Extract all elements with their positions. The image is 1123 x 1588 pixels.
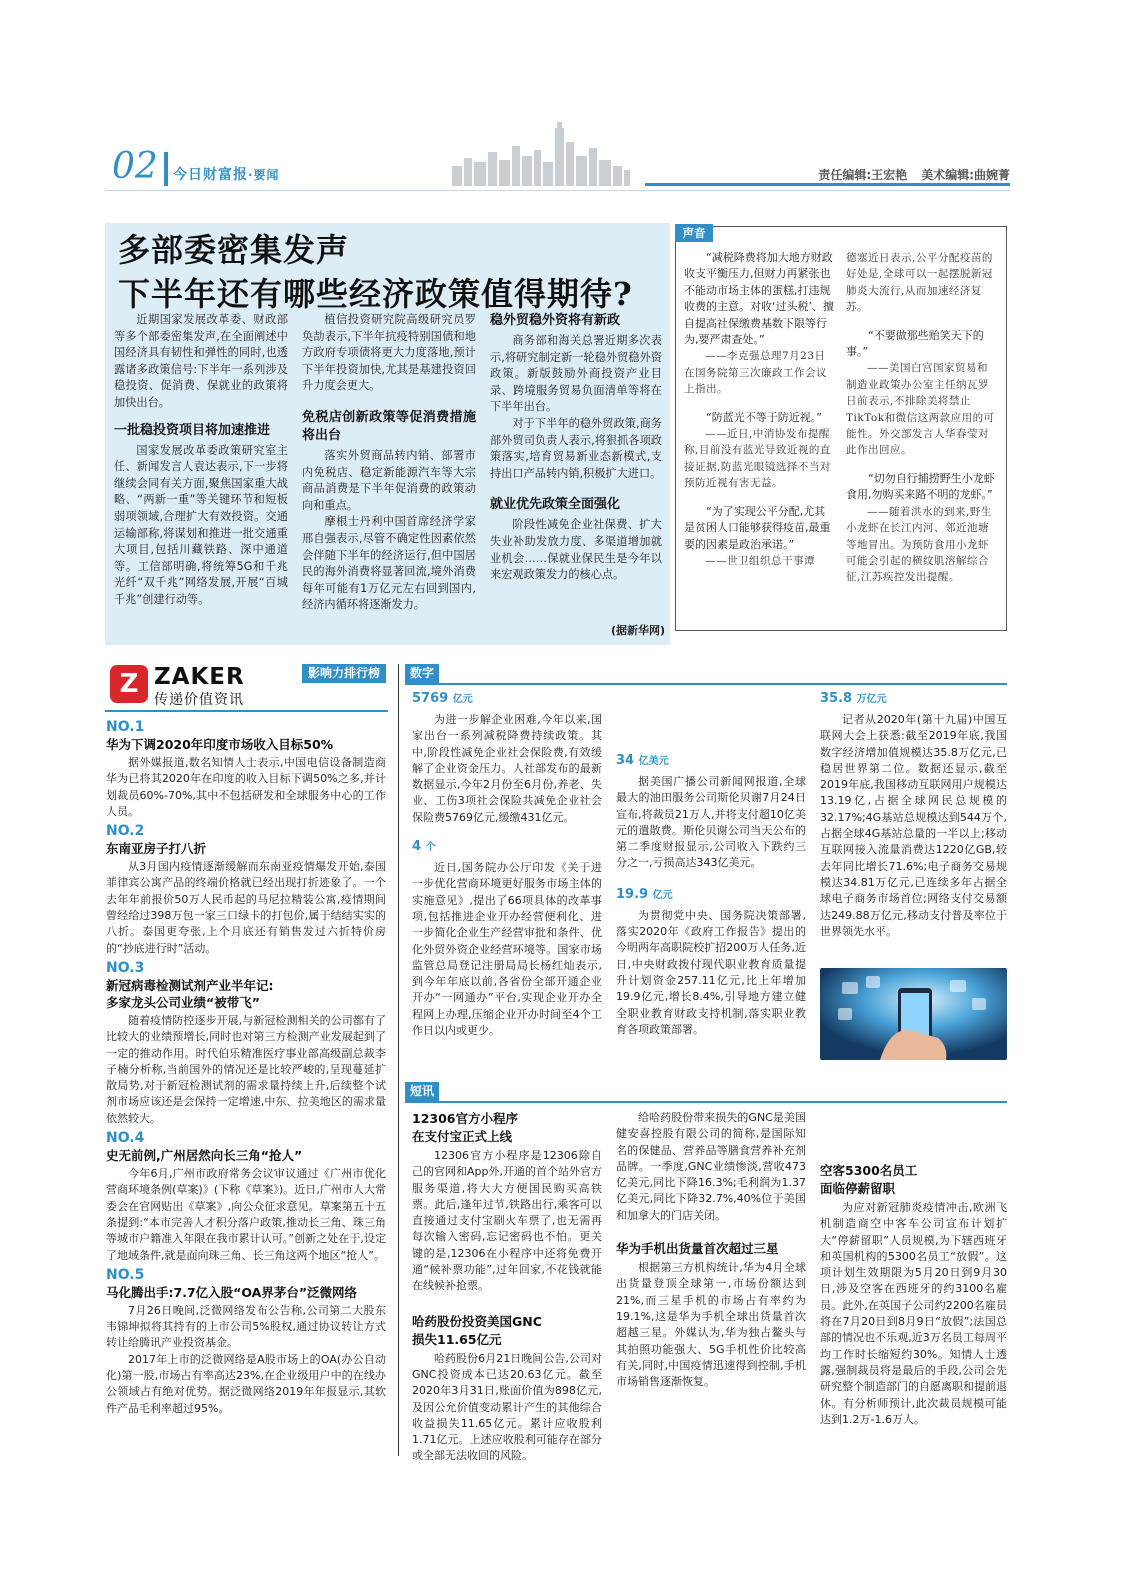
column-divider — [398, 664, 399, 1456]
feature-column-2: 植信投资研究院高级研究员罗奂劼表示,下半年抗疫特别国债和地方政府专项债将更大力度落地,预计下半年投资加快,尤其是基建投资回升力度会更大。 免税店创新政策等促消费措施将出台 落实外贸商品转内销、部署市内免税店、稳定新能源汽车等大宗商品消费是下半年促消费的政策动向和重点。 摩根士丹利中国首席经济学家邢自强表示,尽管不确定性因素依然会伴随下半年的经济运行,但中国居民的海外消费将显著回流,境外消费每年可能有1万亿元左右回到国内,经济内循环将逐渐发力。 — [302, 313, 476, 612]
numbers-column-1: 5769 亿元 为进一步解企业困难,今年以来,国家出台一系列减税降费持续政策。其中,阶段性减免企业社会保险费,有效缓解了企业资金压力。人社部发布的最新数据显示,今年2月份至6月份,养老、失业、工伤3项社会保险共减免企业社会保险费5769亿元,缓缴431亿元。 4 个 近日,国务院办公厅印发《关于进一步优化营商环境更好服务市场主体的实施意见》,提出了66项具体的改革事项,包括推进企业开办经营便利化、进一步简化企业生产经营审批和条件、优化外贸外资企业经营环境等。国家市场监管总局登记注册局局长杨红灿表示,到今年年底以前,各省份全部开通企业开办“一网通办”平台,实现企业开办全程网上办理,压缩企业开办时间至4个工作日以内或更少。 — [412, 691, 602, 1038]
subheading: 免税店创新政策等促消费措施将出台 — [302, 409, 476, 443]
page-number-divider — [164, 152, 168, 186]
ranking-item: NO.3 新冠病毒检测试剂产业半年记: 多家龙头公司业绩“被带飞” 随着疫情防控逐步开展,与新冠检测相关的公司都有了比较大的业绩预增长,同时也对第三方检测产业发展起到了一定的推动作用。时代伯乐精准医疗事业部高级副总裁李子楠分析称,当前国外的情况还是比较严峻的,呈现蔓延扩散局势,对于新冠检测试剂的需求量持续上升,后续整个试剂市场应该还是会保持一定增速,中东、拉美地区的需求量依然较大。 — [106, 959, 386, 1125]
feature-source: (据新华网) — [610, 624, 665, 637]
smartphone-photo — [820, 968, 1007, 1060]
editor-credits: 责任编辑:王宏艳 美术编辑:曲婉菁 — [818, 168, 1010, 182]
zaker-slogan: 传递价值资讯 — [154, 692, 244, 708]
numbers-column-3: 35.8 万亿元 记者从2020年(第十九届)中国互联网大会上获悉:截至2019年底,我国数字经济增加值规模达35.8万亿元,已稳居世界第二位。数据还显示,截至2019年底,我国移动互联网用户规模达13.19亿,占据全球网民总规模的32.17%;4G基站总规模达到544万个,占据全球4G基站总量的一半以上;移动互联网接入流量消费达1220亿GB,较去年同比增长71.6%;电子商务交易规模达34.81万亿元,已连续多年占据全球电子商务市场首位;网络支付交易额达249.88万亿元,移动支付普及率位于世界领先水平。 — [820, 691, 1007, 938]
briefs-rule — [405, 1101, 1007, 1103]
feature-column-3: 稳外贸稳外资将有新政 商务部和海关总署近期多次表示,将研究制定新一轮稳外贸稳外资政策。新版鼓励外商投资产业目录、跨境服务贸易负面清单等将在下半年出台。 对于下半年的稳外贸政策,商务部外贸司负责人表示,将狠抓各项政策落实,培育贸易新业态新模式,支持出口产品转内销,积极扩大进口。 就业优先政策全面强化 阶段性减免企业社保费、扩大失业补助发放力度、多渠道增加就业机会……保就业保民生是今年以来宏观政策发力的核心点。 — [490, 313, 662, 582]
feature-headline: 多部委密集发声 下半年还有哪些经济政策值得期待? — [118, 231, 633, 313]
ranking-item: NO.4 史无前例,广州居然向长三角“抢人” 今年6月,广州市政府常务会议审议通过《广州市优化营商环境条例(草案)》(下称《草案》)。近日,广州市人大常委会在官网贴出《草案》,向公众征求意见。草案第五十五条提到:“本市完善人才积分落户政策,推动长三角、珠三角等城市户籍准入年限在我市累计认可。”创新之处在于,设定了地域条件,就是面向珠三角、长三角这两个地区“抢人”。 — [106, 1130, 386, 1262]
ranking-list — [106, 716, 386, 1417]
subheading: 就业优先政策全面强化 — [490, 497, 621, 513]
page-number: 02 — [112, 146, 158, 187]
city-skyline-illustration — [450, 122, 630, 186]
ranking-tag: 影响力排行榜 — [302, 664, 386, 683]
voice-column-right: 德塞近日表示,公平分配疫苗的好处是,全球可以一起摆脱新冠肺炎大流行,从而加速经济复苏。 “不要做那些贻笑天下的事。” ——美国白宫国家贸易和制造业政策办公室主任纳瓦罗日前表示,不排除美将禁止TikTok和微信这两款应用的可能性。外交部发言人华春莹对此作出回应。 “切勿自行捕捞野生小龙虾食用,勿购买来路不明的龙虾。” ——随着洪水的到来,野生小龙虾在长江内河、邻近池塘等地冒出。为预防食用小龙虾可能会引起的横纹肌溶解综合征,江苏疾控发出提醒。 — [846, 252, 995, 584]
numbers-rule — [405, 683, 1007, 685]
subheading: 稳外贸稳外资将有新政 — [490, 313, 621, 328]
header-accent-rule — [645, 183, 1010, 186]
number-figure: 4 个 — [412, 839, 436, 855]
number-figure: 19.9 亿元 — [616, 886, 673, 902]
feature-column-1: 近期国家发展改革委、财政部等多个部委密集发声,在全面阐述中国经济具有韧性和弹性的同时,也透露诸多政策信号:下半年一系列涉及稳投资、促消费、保就业的政策将加快出台。 一批稳投资项目将加速推进 国家发展改革委政策研究室主任、新闻发言人袁达表示,下一步将继续会同有关方面,聚焦国家重大战略、“两新一重”等关键环节和短板弱项领域,合理扩大有效投资。交通运输部称,将谋划和推进一批交通重大项目,包括川藏铁路、深中通道等。工信部明确,将统筹5G和千兆光纤“双千兆”网络发展,开展“百城千兆”创建行动等。 — [114, 313, 288, 606]
numbers-column-2: 34 亿美元 据美国广播公司新闻网报道,全球最大的油田服务公司斯伦贝谢7月24日宣布,将裁员21万人,并将支付超10亿美元的遣散费。斯伦贝谢公司当天公布的第二季度财报显示,公司收入下跌约三分之一,亏损高达343亿美元。 19.9 亿元 为贯彻党中央、国务院决策部署,落实2020年《政府工作报告》提出的今明两年高职院校扩招200万人任务,近日,中央财政拨付现代职业教育质量提升计划资金257.11亿元,比上年增加19.9亿元,增长8.4%,引导地方建立健全职业教育财政支持机制,落实职业教育各项政策部署。 — [616, 753, 806, 1036]
number-figure: 34 亿美元 — [616, 753, 669, 768]
ranking-rule — [105, 710, 388, 712]
briefs-column-1: 12306官方小程序 在支付宝正式上线 12306官方小程序是12306除自己的官网和App外,开通的首个站外官方服务渠道,将大大方便国民购买高铁票。此后,逢年过节,铁路出行,乘客可以直接通过支付宝刷火车票了,也无需再每次输入密码,忘记密码也不怕。更关键的是,12306在小程序中还将免费开通“候补票功能”,过年回家,不花钱就能在线候补抢票。 哈药股份投资美国GNC 损失11.65亿元 哈药股份6月21日晚间公告,公司对GNC投资成本已达20.63亿元。截至2020年3月31日,账面价值为898亿元,及因公允价值变动累计产生的其他综合收益损失11.65亿元。累计应收股利1.71亿元。上述应收股利可能存在部分或全部无法收回的风险。 — [412, 1111, 602, 1463]
numbers-tag: 数字 — [405, 664, 439, 683]
briefs-tag: 短讯 — [405, 1082, 439, 1101]
briefs-column-2: 给哈药股份带来损失的GNC是美国健安喜控股有限公司的简称,是国际知名的保健品、营养品等膳食营养补充剂品牌。一季度,GNC业绩惨淡,营收473亿美元,同比下降16.3%;毛利润为1.37亿美元,同比下降32.7%,40%位于美国和加拿大的门店关闭。 华为手机出货量首次超过三星 根据第三方机构统计,华为4月全球出货量登顶全球第一,市场份额达到21%,而三星手机的市场占有率约为19.1%,这是华为手机全球出货量首次超越三星。外媒认为,华为独占鳌头与其拍照功能强大、5G手机性价比较高有关,同时,中国疫情迅速得到控制,手机市场销售逐渐恢复。 — [616, 1111, 806, 1389]
subheading: 一批稳投资项目将加速推进 — [114, 422, 271, 438]
ranking-item: NO.2 东南亚房子打八折 从3月国内疫情逐渐缓解而东南亚疫情爆发开始,泰国菲律宾公寓产品的终端价格就已经出现打折迹象了。一个去年年前报价50万人民币起的马尼拉精装公寓,疫情期间曾经给过398万包一家三口绿卡的打包价,属于结结实实的八折。泰国更夸张,上个月底还有销售发过六折特价房的“抄底进行时”活动。 — [106, 823, 386, 955]
ranking-item: NO.5 马化腾出手:7.7亿入股“OA界茅台”泛微网络 7月26日晚间,泛微网络发布公告称,公司第二大股东韦锦坤拟将其持有的上市公司5%股权,通过协议转让方式转让给腾讯产业投资基金。 2017年上市的泛微网络是A股市场上的OA(办公自动化)第一股,市场占有率高达23%,在企业级用户中的在线办公领域占有绝对优势。据泛微网络2019年年报显示,其软件产品毛利率超过95%。 — [106, 1266, 386, 1415]
number-figure: 35.8 万亿元 — [820, 691, 887, 706]
zaker-logo-icon: Z — [110, 665, 148, 703]
zaker-wordmark: ZAKER — [154, 664, 245, 690]
briefs-column-3: 空客5300名员工 面临停薪留职 为应对新冠肺炎疫情冲击,欧洲飞机制造商空中客车公司宣布计划扩大“停薪留职”人员规模,为下辖西班牙和英国机构的5300名员工“放假”。这项计划生效期限为5月20日到9月30日,涉及空客在西班牙的约3100名雇员。此外,在英国子公司约2200名雇员将在7月20日到8月9日“放假”;法国总部的情况也不乐观,近3万名员工每周平均工作时长缩短约30%。知情人士透露,强制裁员将是最后的手段,公司会先研究整个制造部门的自愿离职和提前退休。有分析师预计,此次裁员规模可能达到1.2万-1.6万人。 — [820, 1163, 1007, 1426]
ranking-item: NO.1 华为下调2020年印度市场收入目标50% 据外媒报道,数名知情人士表示,中国电信设备制造商华为已将其2020年在印度的收入目标下调50%之多,并计划裁员60%-70%,其中不包括研发和全球服务中心的工作人员。 — [106, 719, 386, 818]
voice-column-left: “减税降费将加大地方财政收支平衡压力,但财力再紧张也不能动市场主体的蛋糕,打违规收费的主意。对收‘过头税’、擅自提高社保缴费基数下限等行为,要严肃查处。” ——李克强总理7月23日在国务院第三次廉政工作会议上指出。 “防蓝光不等于防近视。” ——近日,中消协发布提醒称,目前没有蓝光导致近视的直接证据,防蓝光眼镜选择不当对预防近视有害无益。 “为了实现公平分配,尤其是贫困人口能够获得疫苗,最重要的因素是政治承诺。” ——世卫组织总干事谭 — [684, 251, 834, 567]
number-figure: 5769 亿元 — [412, 691, 473, 706]
voice-tag: 声音 — [675, 224, 713, 242]
header-rule — [105, 190, 1010, 191]
paper-name: 今日财富报·要闻 — [173, 167, 280, 183]
